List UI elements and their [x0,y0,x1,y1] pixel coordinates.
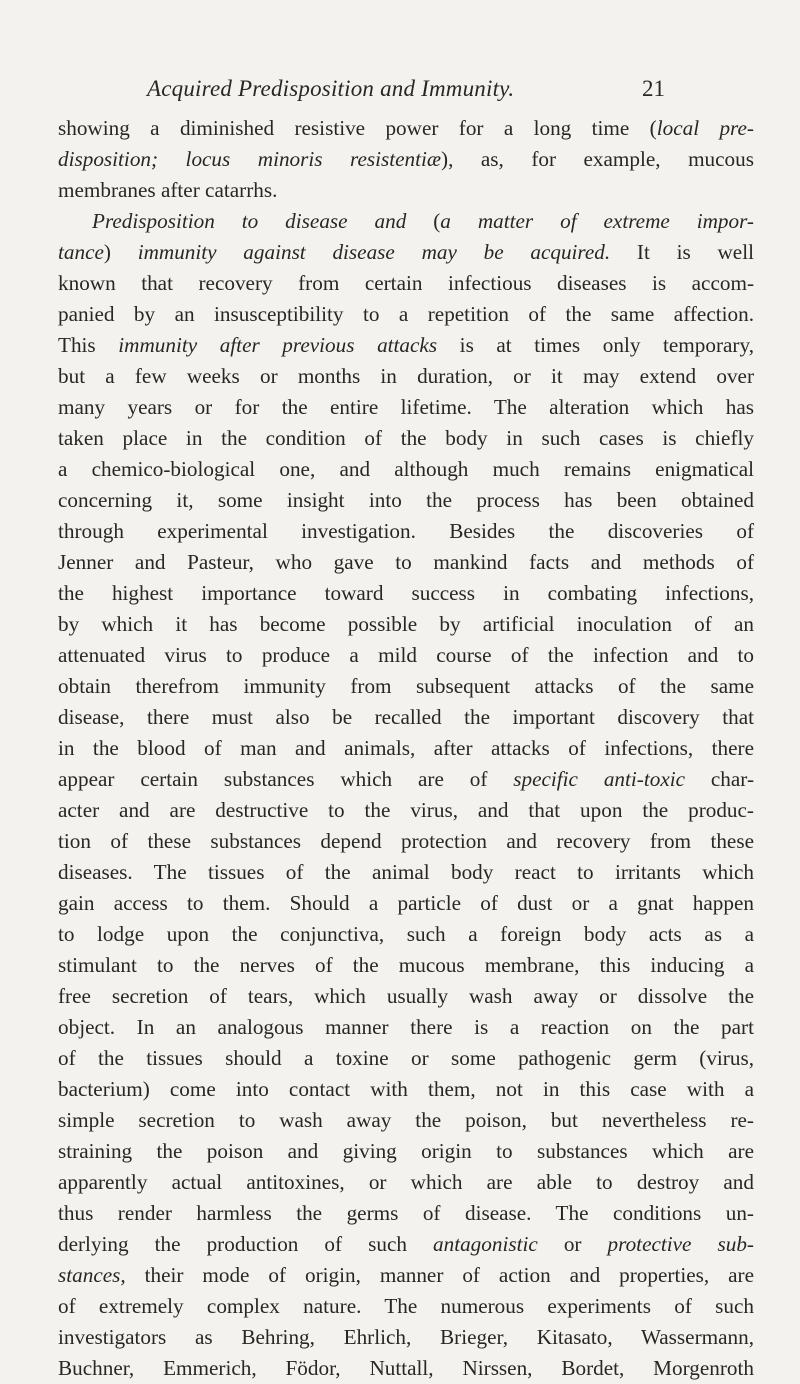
text-run: membranes after catarrhs. [58,178,278,202]
text-line [58,485,754,516]
text-run: ( [433,209,441,233]
text-line [58,547,754,578]
text-run: a chemico-biological one, and although much remains enigmatical [58,457,754,481]
text-line [58,361,754,392]
text-run: Jenner and Pasteur, who gave to mankind facts and methods of [58,550,754,574]
text-line [92,206,754,237]
text-line [58,609,754,640]
text-run: diseases. The tissues of the animal body react to irritants which [58,860,754,884]
text-line [58,1198,754,1229]
text-run: bacterium) come into contact with them, not in this case with a [58,1077,754,1101]
text-run: to lodge upon the conjunctiva, such a foreign body acts as a [58,922,754,946]
text-line [58,1353,754,1384]
italic-text: antagonistic [433,1232,538,1256]
text-line [58,795,754,826]
text-run: is at times only temporary, [437,333,754,357]
text-line [58,1322,754,1353]
text-run: free secretion of tears, which usually wash away or dissolve the [58,984,754,1008]
italic-text: Predisposition to disease and [92,209,434,233]
text-run: of extremely complex nature. The numerous experiments of such [58,1294,754,1318]
text-run: investigators as Behring, Ehrlich, Brieger, Kitasato, Wassermann, [58,1325,754,1349]
text-line [58,981,754,1012]
text-line [58,516,754,547]
text-line [58,826,754,857]
text-run: Buchner, Emmerich, Födor, Nuttall, Nirssen, Bordet, Morgenroth [58,1356,754,1380]
text-run: or [537,1232,608,1256]
page-header [0,74,800,108]
text-run: stimulant to the nerves of the mucous membrane, this inducing a [58,953,754,977]
text-run: of the tissues should a toxine or some pathogenic germ (virus, [58,1046,754,1070]
text-line [58,1043,754,1074]
text-run: obtain therefrom immunity from subsequent attacks of the same [58,674,754,698]
text-run: ), as, for example, mucous [441,147,754,171]
text-run: acter and are destructive to the virus, and that upon the produc- [58,798,754,822]
text-line [58,1229,754,1260]
text-run: simple secretion to wash away the poison, but nevertheless re- [58,1108,754,1132]
text-run: attenuated virus to produce a mild course of the infection and to [58,643,754,667]
text-run: It is well [610,240,754,264]
text-line [58,1012,754,1043]
text-line [58,1136,754,1167]
italic-text: stances, [58,1263,126,1287]
text-line [58,113,754,144]
italic-text: specific anti-toxic [513,767,686,791]
text-line [58,268,754,299]
text-line [58,175,754,206]
italic-text: immunity against disease may be acquired. [137,240,611,264]
text-run: concerning it, some insight into the process has been obtained [58,488,754,512]
text-run: derlying the production of such [58,1232,434,1256]
text-run: straining the poison and giving origin to substances which are [58,1139,754,1163]
text-run: thus render harmless the germs of disease. The conditions un- [58,1201,754,1225]
page-number: 21 [642,76,665,101]
text-run: the highest importance toward success in combating infections, [58,581,754,605]
italic-text: protective sub- [607,1232,754,1256]
text-line [58,454,754,485]
text-run: but a few weeks or months in duration, or it may extend over [58,364,754,388]
text-run: char- [685,767,754,791]
text-line [58,237,754,268]
text-line [58,299,754,330]
italic-text: tance [58,240,104,264]
text-run: tion of these substances depend protection and recovery from these [58,829,754,853]
text-line [58,764,754,795]
text-run: their mode of origin, manner of action and properties, are [125,1263,754,1287]
text-line [58,1291,754,1322]
text-line [58,1074,754,1105]
text-run: taken place in the condition of the body in such cases is chiefly [58,426,754,450]
text-line [58,1167,754,1198]
text-line [58,857,754,888]
text-run: panied by an insusceptibility to a repetition of the same affection. [58,302,754,326]
italic-text: local pre- [656,116,754,140]
text-line [58,578,754,609]
text-run: apparently actual antitoxines, or which are able to destroy and [58,1170,754,1194]
text-line [58,950,754,981]
italic-text: a matter of extreme impor- [440,209,754,233]
text-run: This [58,333,119,357]
text-run: disease, there must also be recalled the important discovery that [58,705,754,729]
italic-text: immunity after previous attacks [118,333,438,357]
text-line [58,144,754,175]
text-line [58,330,754,361]
text-line [58,733,754,764]
italic-text: disposition; locus minoris resistentiæ [58,147,442,171]
text-run: many years or for the entire lifetime. The alteration which has [58,395,754,419]
text-line [58,1105,754,1136]
running-title: Acquired Predisposition and Immunity. [147,76,515,101]
text-run: object. In an analogous manner there is a reaction on the part [58,1015,754,1039]
text-line [58,423,754,454]
text-line [58,919,754,950]
text-run: ) [103,240,138,264]
text-run: gain access to them. Should a particle of dust or a gnat happen [58,891,754,915]
text-line [58,392,754,423]
text-line [58,640,754,671]
text-line [58,1260,754,1291]
text-run: through experimental investigation. Besides the discoveries of [58,519,754,543]
text-run: showing a diminished resistive power for a long time ( [58,116,657,140]
text-run: in the blood of man and animals, after attacks of infections, there [58,736,754,760]
text-run: appear certain substances which are of [58,767,514,791]
text-line [58,671,754,702]
text-line [58,888,754,919]
text-run: by which it has become possible by artificial inoculation of an [58,612,754,636]
text-line [58,702,754,733]
text-run: known that recovery from certain infectious diseases is accom- [58,271,754,295]
